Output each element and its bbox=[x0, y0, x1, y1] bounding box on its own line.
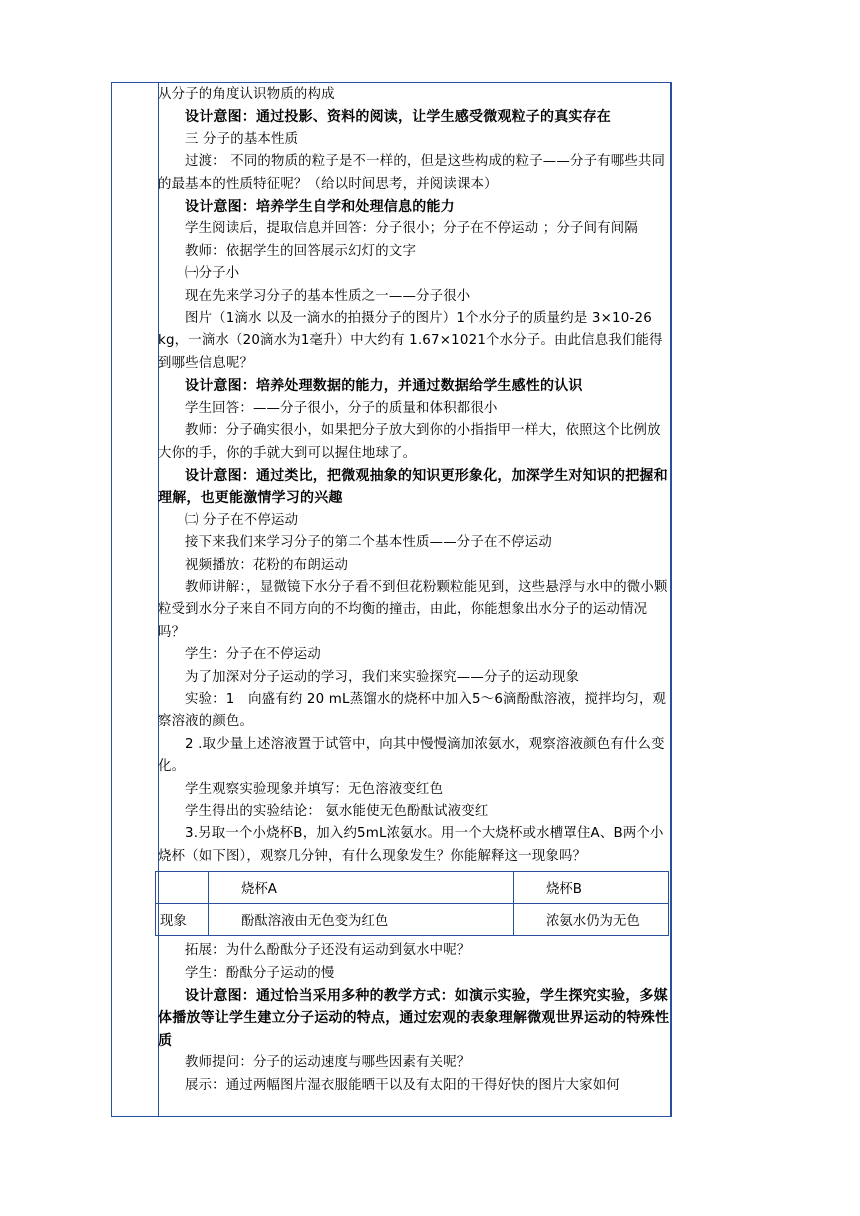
lesson-content bbox=[158, 84, 670, 1097]
text-line: 教师：依据学生的回答展示幻灯的文字 bbox=[185, 243, 417, 259]
text-line: 图片（1滴水 以及一滴水的拍摄分子的图片）1个水分子的质量约是 3×10-26 kg，一滴水（20滴水为1毫升）中大约有 1.67×1021个水分子。由此信息我们能得到哪些信息呢？ bbox=[158, 311, 663, 371]
design-intent: 设计意图：培养学生自学和处理信息的能力 bbox=[185, 199, 455, 216]
design-intent: 设计意图：通过投影、资料的阅读，让学生感受微观粒子的真实存在 bbox=[185, 109, 611, 126]
text-line: 为了加深对分子运动的学习，我们来实验探究——分子的运动现象 bbox=[185, 669, 580, 685]
section-heading: 三 分子的基本性质 bbox=[185, 131, 299, 147]
experiment-table bbox=[155, 871, 669, 936]
text-line: 学生：分子在不停运动 bbox=[185, 647, 321, 663]
text-line: 教师提问：分子的运动速度与哪些因素有关呢？ bbox=[185, 1055, 471, 1071]
text-line: 现在先来学习分子的基本性质之一——分子很小 bbox=[185, 288, 471, 304]
subsection-heading: ㈡ 分子在不停运动 bbox=[185, 512, 299, 528]
text-line: 学生：酚酞分子运动的慢 bbox=[185, 965, 335, 981]
text-line: 视频播放：花粉的布朗运动 bbox=[185, 557, 349, 573]
table-row bbox=[156, 904, 669, 936]
table-cell: 酚酞溶液由无色变为红色 bbox=[209, 904, 514, 936]
text-line: 学生得出的实验结论： 氨水能使无色酚酞试液变红 bbox=[185, 804, 489, 819]
text-line: 学生阅读后，提取信息并回答：分子很小；分子在不停运动 ；分子间有间隔 bbox=[185, 221, 638, 237]
table-cell: 现象 bbox=[156, 904, 209, 936]
table-header-row bbox=[156, 872, 669, 904]
design-intent: 设计意图：通过恰当采用多种的教学方式：如演示实验，学生探究实验，多媒体播放等让学生建立分子运动的特点，通过宏观的表象理解微观世界运动的特殊性质 bbox=[158, 988, 670, 1049]
text-line: 学生回答：——分子很小，分子的质量和体积都很小 bbox=[185, 400, 498, 416]
text-line: 展示：通过两幅图片湿衣服能晒干以及有太阳的干得好快的图片大家如何 bbox=[185, 1077, 620, 1093]
table-cell: 烧杯B bbox=[514, 872, 669, 904]
subsection-heading: ㈠分子小 bbox=[185, 266, 240, 282]
design-intent: 设计意图：通过类比，把微观抽象的知识更形象化，加深学生对知识的把握和理解，也更能激情学习的兴趣 bbox=[158, 467, 668, 507]
text-line: 过渡： 不同的物质的粒子是不一样的，但是这些构成的粒子——分子有哪些共同的最基本的性质特征呢？（给以时间思考，并阅读课本） bbox=[158, 154, 666, 192]
text-line: 学生观察实验现象并填写：无色溶液变红色 bbox=[185, 781, 444, 797]
table-cell: 浓氨水仍为无色 bbox=[514, 904, 669, 936]
text-line: 从分子的角度认识物质的构成 bbox=[158, 87, 335, 102]
text-line: 教师：分子确实很小，如果把分子放大到你的小指指甲一样大，依照这个比例放大你的手，你的手就大到可以握住地球了。 bbox=[158, 423, 661, 461]
text-line: 接下来我们来学习分子的第二个基本性质——分子在不停运动 bbox=[185, 535, 552, 551]
table-cell: 烧杯A bbox=[209, 872, 514, 904]
text-line: 实验：1 向盛有约 20 mL蒸馏水的烧杯中加入5～6滴酚酞溶液，搅拌均匀，观察溶液的颜色。 bbox=[158, 691, 667, 730]
table-cell bbox=[156, 872, 209, 904]
design-intent: 设计意图：培养处理数据的能力，并通过数据给学生感性的认识 bbox=[185, 378, 583, 395]
text-line: 拓展：为什么酚酞分子还没有运动到氨水中呢？ bbox=[185, 943, 471, 959]
text-line: 2 .取少量上述溶液置于试管中，向其中慢慢滴加浓氨水，观察溶液颜色有什么变化。 bbox=[158, 736, 665, 775]
text-line: 教师讲解：，显微镜下水分子看不到但花粉颗粒能见到，这些悬浮与水中的微小颗粒受到水分子来自不同方向的不均衡的撞击，由此，你能想象出水分子的运动情况吗？ bbox=[158, 579, 668, 640]
text-line: 3.另取一个小烧杯B，加入约5mL浓氨水。用一个大烧杯或水槽罩住A、B两个小烧杯（如下图），观察几分钟，有什么现象发生？你能解释这一现象吗？ bbox=[158, 826, 664, 864]
